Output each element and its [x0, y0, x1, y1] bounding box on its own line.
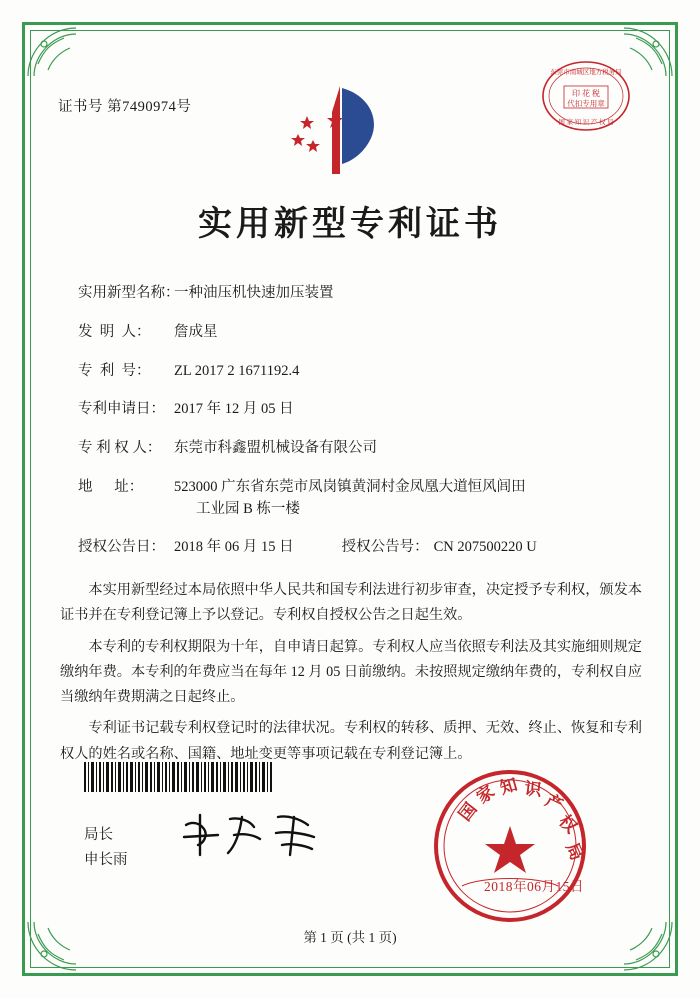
seal-date: 2018年06月15日 [484, 879, 584, 894]
svg-text:代扣专用章: 代扣专用章 [567, 99, 605, 108]
svg-text:印 花 税: 印 花 税 [572, 89, 600, 98]
field-label: 专 利 权 人： [78, 440, 162, 456]
field-row-patentee [78, 438, 640, 460]
grant-date-label: 授权公告日： [78, 539, 165, 556]
svg-text:国: 国 [455, 799, 481, 825]
svg-text:知: 知 [497, 774, 520, 798]
official-seal-icon [432, 768, 588, 924]
field-label: 专 利 号： [78, 362, 151, 379]
svg-text:权: 权 [555, 811, 581, 837]
paragraph-2: 本专利的专利权期限为十年，自申请日起算。专利权人应当依照专利法及其实施细则规定缴纳年费。本专利的年费应当在每年 12 月 05 日前缴纳。未按照规定缴纳年费的，专利权自应当缴纳年费期满之日起终止。 [60, 638, 642, 706]
field-row-utility-model-name [78, 283, 640, 305]
field-value: 詹成星 [174, 323, 218, 340]
field-row-patent-number [78, 361, 640, 383]
page-footer: 第 1 页 (共 1 页) [303, 930, 397, 945]
svg-text:东莞市南城区地方税务局: 东莞市南城区地方税务局 [550, 69, 622, 76]
field-row-grant [78, 537, 640, 559]
legal-text [60, 578, 642, 773]
svg-text:产: 产 [542, 790, 566, 816]
barcode [84, 762, 274, 792]
grant-number-label: 授权公告号： [341, 539, 429, 556]
signature-block [84, 823, 128, 872]
grant-number-value: CN 207500220 U [433, 539, 537, 556]
field-label: 实用新型名称： [78, 285, 180, 301]
field-value: 东莞市科鑫盟机械设备有限公司 [174, 440, 377, 456]
field-label: 专利申请日： [78, 401, 165, 418]
paragraph-3: 专利证书记载专利权登记时的法律状况。专利权的转移、质押、无效、终止、恢复和专利权人的姓名或名称、国籍、地址变更等事项记载在专利登记簿上。 [60, 720, 642, 762]
address-line-2: 工业园 B 栋一楼 [196, 500, 300, 517]
svg-text:家: 家 [473, 781, 499, 808]
field-value: 2017 年 12 月 05 日 [174, 401, 294, 418]
field-row-application-date [78, 399, 640, 421]
corner-ornament-icon [24, 24, 80, 80]
field-value: ZL 2017 2 1671192.4 [174, 362, 300, 379]
field-list [78, 283, 640, 576]
grant-number-group [342, 537, 537, 559]
page-title: 实用新型专利证书 [198, 206, 502, 243]
svg-text:国 家 知 识 产 权 局: 国 家 知 识 产 权 局 [558, 119, 614, 126]
field-row-inventor [78, 322, 640, 344]
grant-date-value: 2018 年 06 月 15 日 [174, 539, 294, 556]
svg-text:识: 识 [523, 779, 543, 800]
field-row-address [78, 477, 640, 521]
handwritten-signature-icon [178, 805, 328, 865]
director-name: 申长雨 [84, 851, 128, 868]
paragraph-1: 本实用新型经过本局依照中华人民共和国专利法进行初步审查，决定授予专利权，颁发本证书并在专利登记簿上予以登记。专利权自授权公告之日起生效。 [60, 582, 642, 624]
field-value-address [174, 477, 640, 521]
field-label: 地 址： [78, 478, 144, 495]
tax-stamp-icon [540, 58, 632, 134]
field-value: 一种油压机快速加压装置 [174, 285, 334, 301]
cnipa-logo-icon [285, 82, 395, 177]
field-label: 发 明 人： [78, 323, 151, 340]
address-line-1: 523000 广东省东莞市凤岗镇黄洞村金凤凰大道恒风闾田 [174, 478, 526, 495]
director-title: 局长 [84, 827, 113, 843]
svg-text:局: 局 [562, 839, 587, 864]
certificate-number: 证书号 第7490974号 [58, 99, 192, 115]
